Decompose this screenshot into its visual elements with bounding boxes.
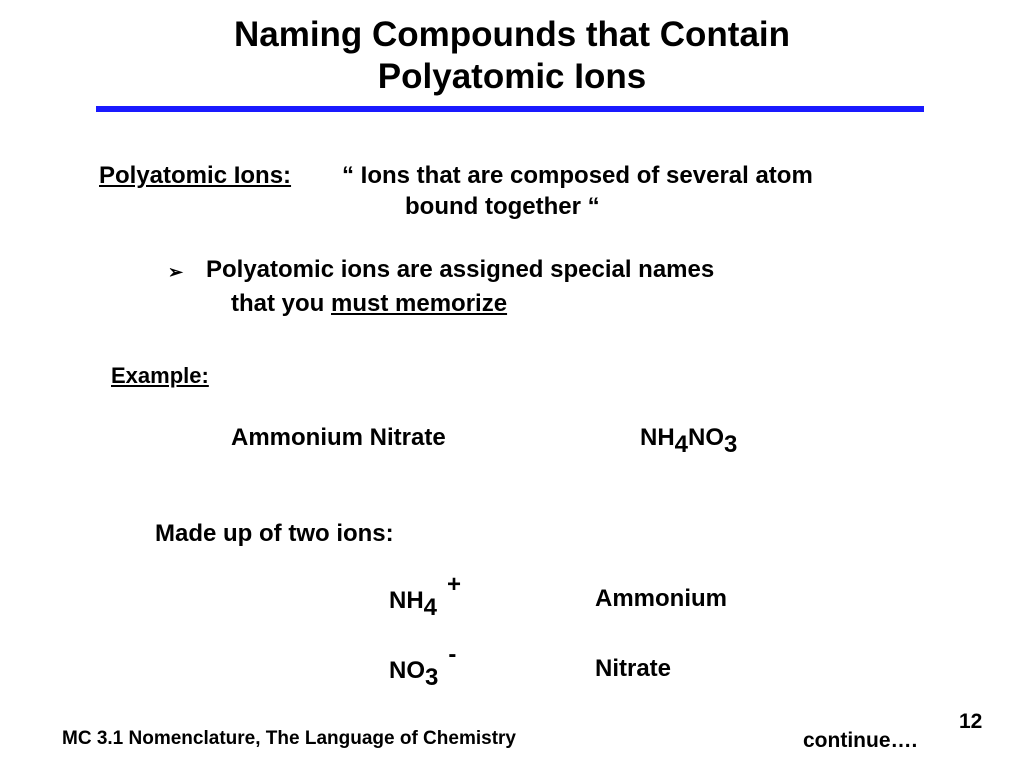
definition-term — [99, 162, 291, 190]
footer-course: MC 3.1 Nomenclature, The Language of Chemistry — [62, 728, 516, 749]
made-up-label: Made up of two ions: — [155, 520, 394, 547]
bullet-line1: Polyatomic ions are assigned special names — [206, 256, 715, 283]
definition-text-line2: bound together “ — [405, 193, 600, 220]
ion-name-nitrate: Nitrate — [595, 655, 672, 682]
slide-title-line2: Polyatomic Ions — [377, 57, 647, 96]
formula-sub-a: 4 — [674, 431, 689, 458]
ion-formula-nitrate — [389, 641, 457, 691]
ion-formula-ammonium — [389, 571, 462, 621]
bullet-line2 — [231, 290, 507, 318]
compound-formula — [640, 424, 738, 458]
continue-text: continue…. — [803, 729, 918, 752]
definition-term-label: Polyatomic Ions: — [99, 162, 292, 189]
page-number: 12 — [959, 710, 983, 733]
ion-subscript: 3 — [425, 664, 439, 691]
bullet-emphasis: must memorize — [331, 290, 508, 317]
compound-name: Ammonium Nitrate — [231, 424, 446, 451]
arrow-bullet-icon: ➢ — [168, 262, 184, 282]
definition-text-line1: “ Ions that are composed of several atom — [342, 162, 813, 189]
slide-title — [0, 14, 1024, 98]
bullet-line2-prefix: that you — [231, 290, 331, 317]
ion-symbol: NH — [389, 587, 424, 614]
formula-part-a: NH — [640, 424, 675, 451]
ion-name-ammonium: Ammonium — [595, 585, 727, 612]
ion-symbol: NO — [389, 657, 425, 684]
ion-charge: - — [448, 641, 457, 668]
example-label-text: Example: — [111, 363, 209, 388]
title-divider — [96, 106, 924, 112]
ion-charge: + — [447, 571, 462, 598]
formula-part-b: NO — [688, 424, 725, 451]
slide-title-line1: Naming Compounds that Contain — [233, 15, 791, 54]
formula-sub-b: 3 — [724, 431, 738, 458]
ion-subscript: 4 — [423, 594, 438, 621]
example-label — [111, 363, 209, 389]
